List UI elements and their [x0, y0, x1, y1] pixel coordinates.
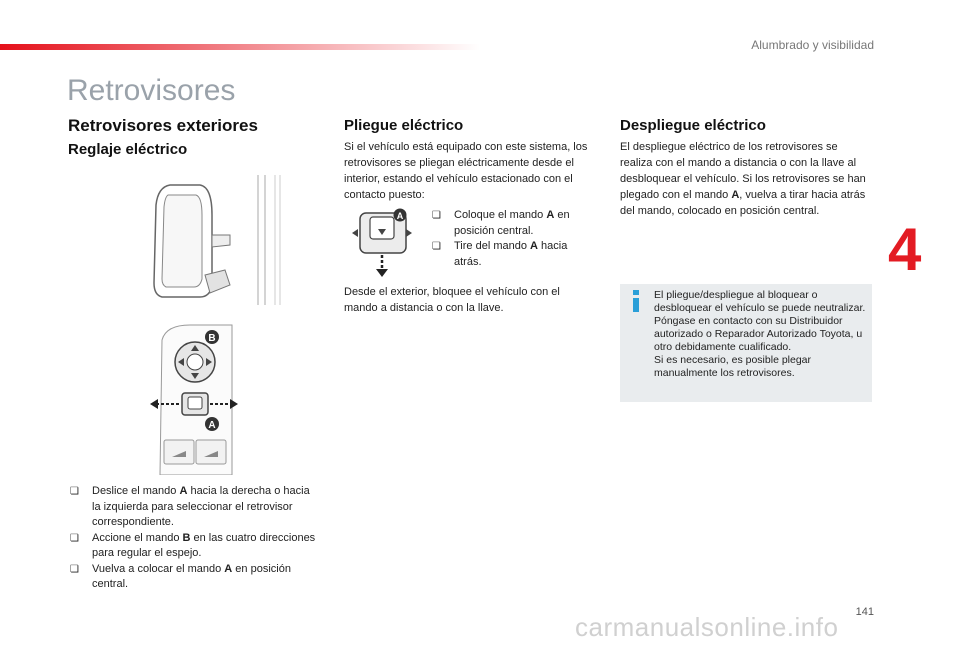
section-title: Alumbrado y visibilidad — [751, 38, 874, 52]
mirror-arm — [212, 235, 230, 247]
right-text: El despliegue eléctrico de los retrovisores se realiza con el mando a distancia o con la llave al desbloquear el vehículo. Si los retrovisores se han plegado con el mando A, vuelva a tirar hacia atrás del mando, colocado en posición central. — [620, 141, 866, 217]
middle-bullet-item: ❏ Tire del mando A hacia atrás. — [432, 240, 568, 268]
right-heading: Despliegue eléctrico — [620, 117, 766, 134]
arrow-right-icon — [406, 229, 412, 237]
left-heading: Retrovisores exteriores — [68, 116, 258, 135]
middle-intro: Si el vehículo está equipado con este sistema, los retrovisores se pliegan eléctricamente desde el interior, estando el vehículo estacionado con el contacto puesto: — [344, 141, 588, 201]
window-switch-left — [164, 440, 194, 464]
left-bullet-item: ❏ Deslice el mando A hacia la derecha o hacia la izquierda para seleccionar el retrovisor correspondiente. — [70, 485, 310, 528]
window-switch-right — [196, 440, 226, 464]
square-checkbox-icon: ❏ — [432, 241, 441, 252]
info-note-text: El pliegue/despliegue al bloquear o desbloquear el vehículo se puede neutralizar. Póngase en contacto con su Distribuidor autorizado o Reparador Autorizado Toyota, u otro debidamente cualificado. Si es necesario, es posible plegar manualmente los retrovisores. — [654, 289, 866, 379]
info-note — [620, 284, 872, 402]
left-bullet-item: ❏ Vuelva a colocar el mando A en posición central. — [70, 562, 291, 590]
page-title: Retrovisores — [67, 74, 236, 107]
middle-bullet-item: ❏ Coloque el mando A en posición central. — [432, 209, 570, 237]
chapter-number: 4 — [888, 216, 922, 283]
square-checkbox-icon: ❏ — [432, 210, 441, 221]
knob-b-center — [187, 354, 203, 370]
label-b: B — [208, 333, 216, 344]
label-a: A — [396, 211, 404, 221]
left-subheading: Reglaje eléctrico — [68, 141, 188, 158]
fold-switch-mirror-icon — [370, 217, 394, 239]
middle-bullet-list — [432, 208, 592, 270]
left-bullet-list — [70, 484, 320, 593]
middle-heading: Pliegue eléctrico — [344, 117, 464, 134]
page-number: 141 — [855, 606, 874, 618]
switch-a-mirror-icon — [188, 397, 202, 409]
info-icon — [630, 290, 642, 312]
pull-arrow-icon — [376, 269, 388, 277]
label-a: A — [208, 420, 216, 431]
header-accent-bar — [0, 44, 480, 50]
slide-right-arrow-icon — [230, 399, 238, 409]
mirror-glass — [162, 195, 202, 287]
watermark: carmanualsonline.info — [575, 612, 839, 642]
left-bullet-item: ❏ Accione el mando B en las cuatro direcciones para regular el espejo. — [70, 531, 316, 559]
square-checkbox-icon: ❏ — [70, 563, 79, 575]
mirror-control-illustration — [150, 175, 290, 475]
fold-switch-illustration — [350, 207, 414, 279]
arrow-left-icon — [352, 229, 358, 237]
middle-outro: Desde el exterior, bloquee el vehículo con el mando a distancia o con la llave. — [344, 286, 560, 314]
slide-left-arrow-icon — [150, 399, 158, 409]
square-checkbox-icon: ❏ — [70, 486, 79, 497]
square-checkbox-icon: ❏ — [70, 532, 79, 544]
